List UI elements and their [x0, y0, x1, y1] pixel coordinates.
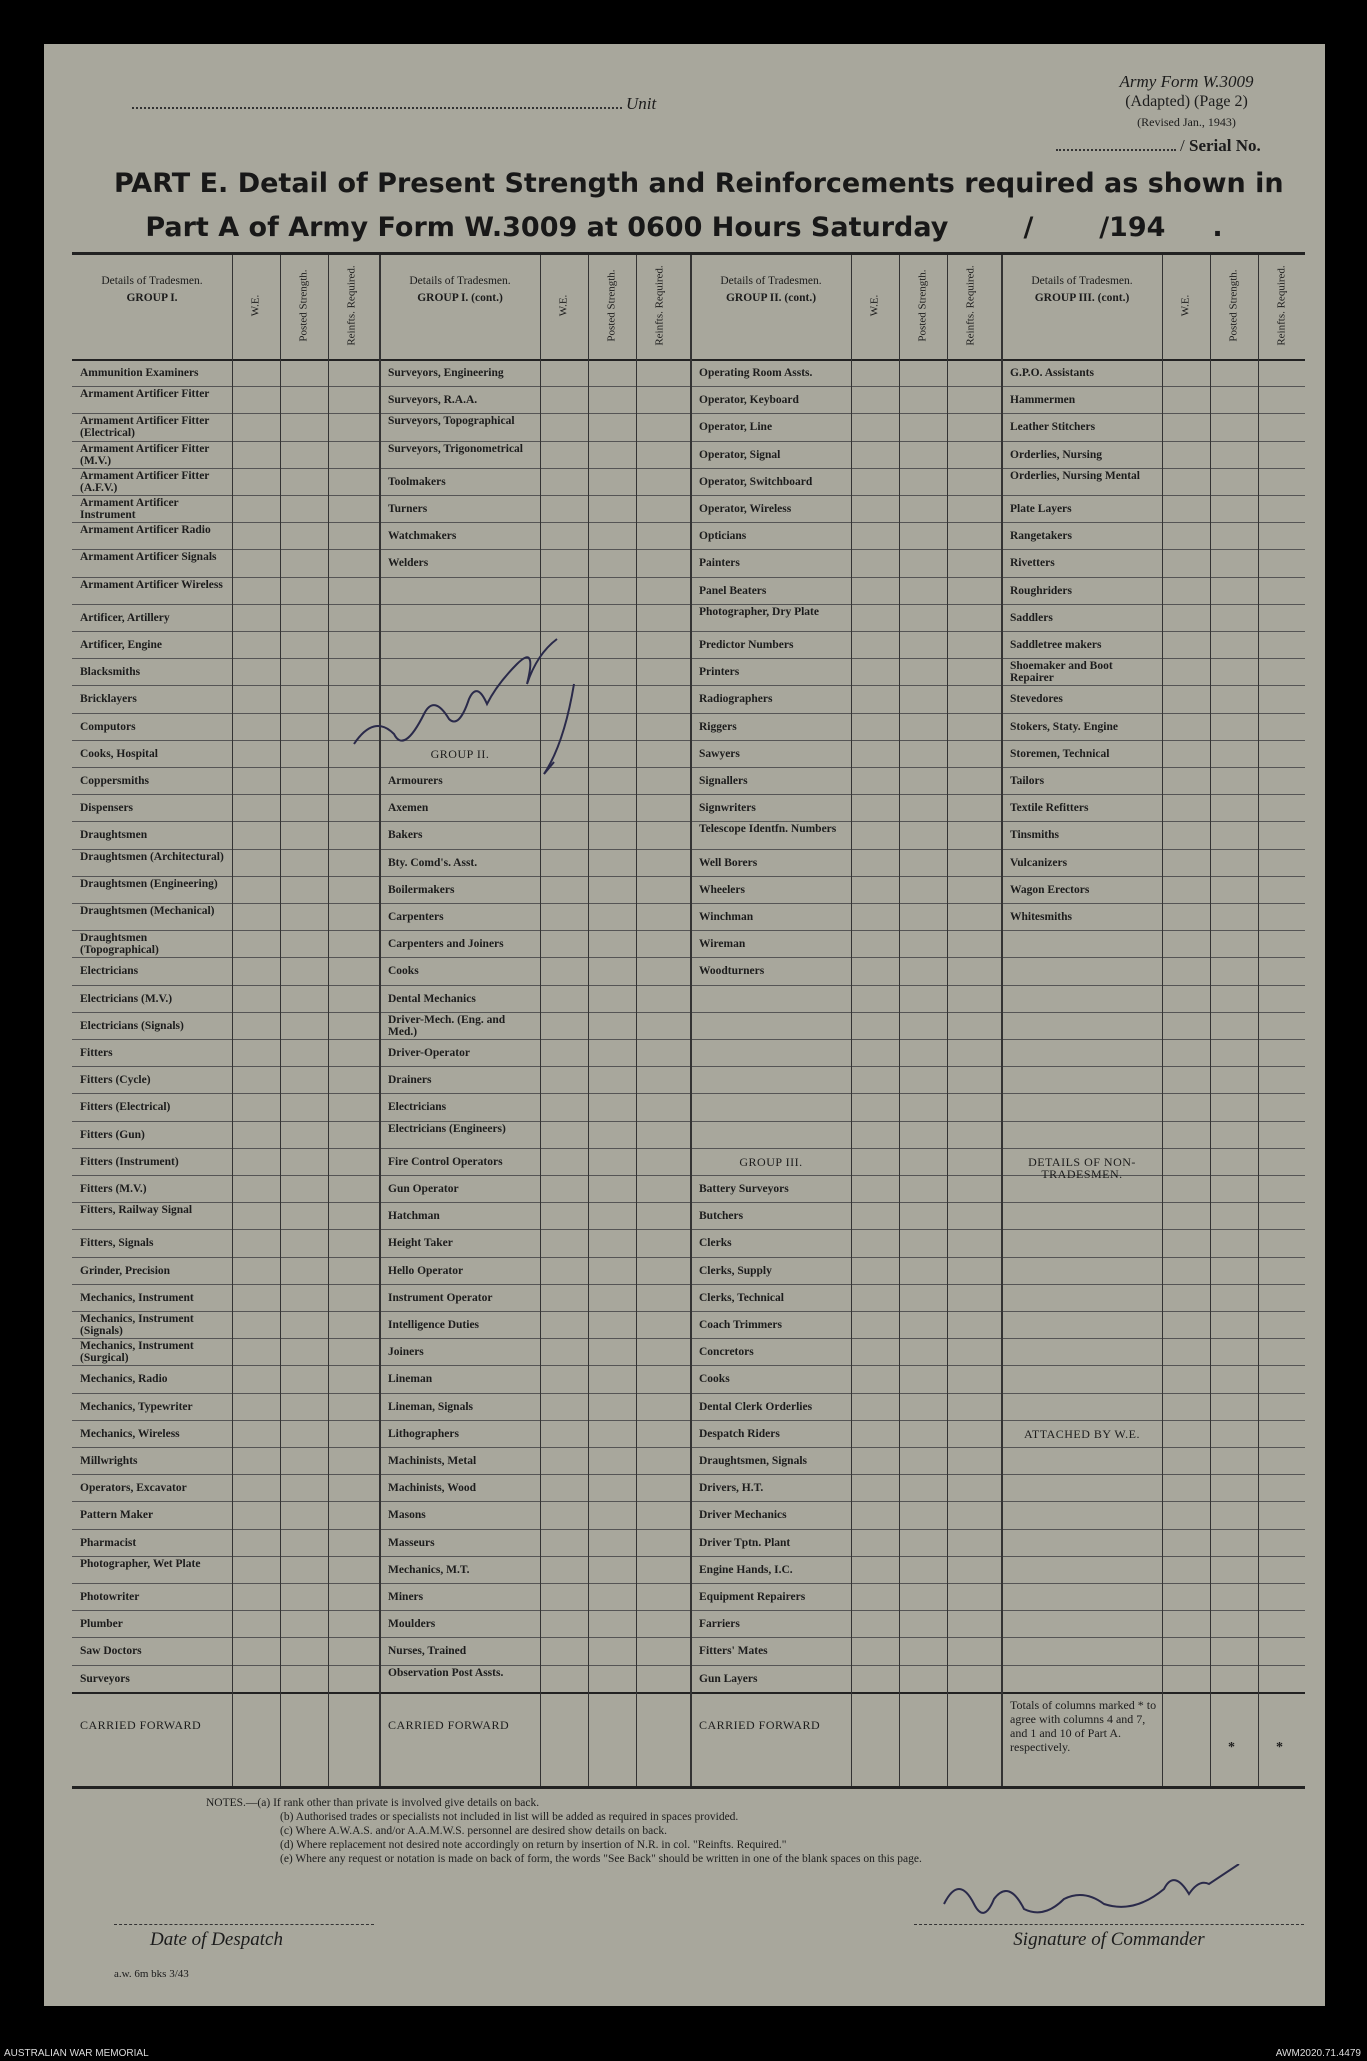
trade-label: Electricians (M.V.) — [80, 992, 173, 1005]
form-sheet — [44, 44, 1325, 2006]
row-rule — [72, 1393, 1305, 1394]
subcolumn-divider — [328, 255, 329, 1786]
header-we — [853, 273, 897, 337]
trade-label: Miners — [388, 1591, 424, 1603]
subcolumn-divider — [1258, 255, 1259, 1786]
trade-label: Millwrights — [80, 1455, 138, 1467]
trade-label: Joiners — [388, 1346, 424, 1359]
header-details-label: Details of Tradesmen. — [1031, 275, 1133, 287]
totals-star: * — [1228, 1739, 1235, 1755]
note-a: NOTES.—(a) If rank other than private is involved give details on back. — [206, 1797, 540, 1809]
trade-label: Coach Trimmers — [699, 1319, 782, 1331]
header-reinfts — [330, 264, 374, 346]
trade-label: Pharmacist — [80, 1536, 137, 1549]
trade-label: Fitters — [80, 1047, 113, 1059]
row-rule — [72, 821, 1305, 822]
column-header — [691, 275, 851, 305]
row-rule — [72, 1066, 1305, 1067]
trade-label: Printers — [699, 666, 740, 679]
header-we — [234, 273, 278, 337]
header-reinfts-text: Reinfts. Required. — [964, 264, 977, 346]
trade-label: Photowriter — [80, 1591, 140, 1603]
carried-forward-label: CARRIED FORWARD — [80, 1717, 202, 1732]
trade-label: Armament Artificer Radio — [80, 524, 211, 537]
subcolumn-divider — [899, 255, 900, 1786]
trade-label: Wheelers — [699, 883, 745, 896]
row-rule — [72, 1529, 1305, 1530]
trade-label: Rangetakers — [1010, 530, 1072, 543]
trade-label: Height Taker — [388, 1237, 453, 1250]
trade-label: Battery Surveyors — [699, 1183, 789, 1195]
header-posted-text: Posted Strength. — [1227, 268, 1240, 342]
trade-label: Signallers — [699, 775, 748, 787]
header-we-text: W.E. — [868, 294, 881, 316]
trade-label: Mechanics, Instrument (Surgical) — [80, 1340, 194, 1365]
trade-label: Welders — [388, 557, 429, 570]
column-divider — [379, 255, 381, 1786]
trade-label: Mechanics, M.T. — [388, 1563, 470, 1576]
trade-label: Plate Layers — [1010, 503, 1072, 515]
column-divider — [690, 255, 692, 1786]
trade-label: Orderlies, Nursing — [1010, 448, 1102, 461]
trade-label: Driver-Mech. (Eng. and Med.) — [388, 1013, 506, 1038]
trade-label: Carpenters and Joiners — [388, 938, 504, 951]
row-rule — [72, 1121, 1305, 1122]
trade-label: Stokers, Staty. Engine — [1010, 720, 1118, 733]
subcolumn-divider — [947, 255, 948, 1786]
trade-label: Orderlies, Nursing Mental — [1010, 469, 1140, 482]
header-reinfts-text: Reinfts. Required. — [653, 264, 666, 346]
row-rule — [72, 985, 1305, 986]
trade-label: Toolmakers — [388, 475, 446, 488]
trade-label: G.P.O. Assistants — [1010, 367, 1094, 379]
trade-label: Dispensers — [80, 802, 134, 815]
page-title — [114, 162, 1284, 250]
trade-label: Drainers — [388, 1074, 432, 1087]
trade-label: Operator, Signal — [699, 448, 781, 461]
column-divider — [1001, 255, 1003, 1786]
trade-label: Operator, Switchboard — [699, 475, 813, 488]
header-reinfts-text: Reinfts. Required. — [1275, 264, 1288, 346]
trade-label: Predictor Numbers — [699, 639, 794, 651]
signature-of-commander: Signature of Commander — [914, 1924, 1304, 1951]
trade-label: Armament Artificer Signals — [80, 551, 217, 564]
trade-label: Saddlers — [1010, 611, 1053, 624]
trade-label: Shoemaker and Boot Repairer — [1010, 660, 1113, 685]
trade-label: Blacksmiths — [80, 666, 141, 679]
row-rule — [72, 767, 1305, 768]
trade-label: Cooks — [388, 965, 419, 978]
trade-label: Photographer, Dry Plate — [699, 605, 819, 618]
trade-label: Photographer, Wet Plate — [80, 1557, 201, 1570]
trade-label: Surveyors — [80, 1672, 130, 1685]
trade-label: Draughtsmen (Mechanical) — [80, 905, 215, 917]
column-header — [1002, 275, 1162, 305]
row-rule — [72, 1284, 1305, 1285]
header-posted-text: Posted Strength. — [916, 268, 929, 342]
row-rule — [72, 1202, 1305, 1203]
trade-label: Fitters, Signals — [80, 1237, 154, 1250]
trade-label: Fitters (M.V.) — [80, 1183, 147, 1195]
serial-field — [1056, 136, 1261, 156]
title-line-1: PART E. Detail of Present Strength and Reinforcements required as shown in — [114, 168, 1284, 199]
trade-label: Pattern Maker — [80, 1509, 154, 1522]
subcolumn-divider — [1162, 255, 1163, 1786]
trade-label: Woodturners — [699, 965, 765, 978]
totals-star: * — [1276, 1739, 1283, 1755]
row-rule — [72, 522, 1305, 523]
trade-label: Vulcanizers — [1010, 856, 1068, 869]
trade-label: Equipment Repairers — [699, 1591, 806, 1603]
trade-label: Intelligence Duties — [388, 1319, 480, 1331]
trade-label: Well Borers — [699, 856, 758, 869]
trade-label: Saddletree makers — [1010, 639, 1102, 651]
trade-label: Lineman — [388, 1373, 433, 1386]
subcolumn-divider — [588, 255, 589, 1786]
header-posted — [1212, 268, 1256, 342]
header-we-text: W.E. — [557, 294, 570, 316]
header-group-label: GROUP III. (cont.) — [1034, 292, 1130, 304]
trade-label: Roughriders — [1010, 584, 1072, 597]
trade-label: Hammermen — [1010, 394, 1076, 407]
subcolumn-divider — [280, 255, 281, 1786]
trade-label: Whitesmiths — [1010, 911, 1072, 923]
trade-label: Draughtsmen, Signals — [699, 1455, 807, 1467]
trade-label: Artificer, Artillery — [80, 611, 170, 624]
trade-label: Riggers — [699, 720, 737, 733]
trade-label: Masseurs — [388, 1536, 435, 1549]
trade-label: Electricians (Signals) — [80, 1019, 184, 1032]
note-b: (b) Authorised trades or specialists not included in list will be added as required in spaces provided. — [280, 1811, 739, 1823]
section-heading: GROUP III. — [739, 1154, 803, 1169]
row-rule — [72, 1039, 1305, 1040]
trade-label: Armament Artificer Fitter (Electrical) — [80, 415, 210, 440]
trade-label: Wagon Erectors — [1010, 883, 1090, 896]
row-rule — [72, 740, 1305, 741]
row-rule — [72, 794, 1305, 795]
trade-label: Fitters, Railway Signal — [80, 1204, 193, 1217]
row-rule — [72, 631, 1305, 632]
row-rule — [72, 713, 1305, 714]
section-heading: DETAILS OF NON-TRADESMEN. — [1028, 1154, 1136, 1181]
trade-label: Carpenters — [388, 911, 444, 923]
header-posted — [282, 268, 326, 342]
row-rule — [72, 549, 1305, 550]
subcolumn-divider — [1210, 255, 1211, 1786]
trade-label: Draughtsmen — [80, 829, 148, 842]
header-we-text: W.E. — [1179, 294, 1192, 316]
carried-forward-label: CARRIED FORWARD — [699, 1717, 821, 1732]
row-rule — [72, 849, 1305, 850]
row-rule — [72, 658, 1305, 659]
trade-label: Fitters' Mates — [699, 1645, 768, 1658]
trade-label: Cooks, Hospital — [80, 747, 158, 760]
trade-label: Watchmakers — [388, 530, 457, 543]
row-rule — [72, 1148, 1305, 1149]
carried-forward-label: CARRIED FORWARD — [388, 1717, 510, 1732]
row-rule — [72, 903, 1305, 904]
trade-label: Clerks, Supply — [699, 1264, 772, 1277]
trade-label: Panel Beaters — [699, 584, 767, 597]
footer-institution: AUSTRALIAN WAR MEMORIAL — [4, 2048, 149, 2059]
row-rule — [72, 1692, 1305, 1694]
trade-label: Operators, Excavator — [80, 1482, 187, 1495]
trade-label: Despatch Riders — [699, 1427, 780, 1440]
trade-label: Surveyors, Trigonometrical — [388, 442, 523, 455]
trade-label: Mechanics, Instrument — [80, 1291, 194, 1304]
header-posted — [590, 268, 634, 342]
trade-label: Driver-Operator — [388, 1047, 470, 1059]
note-d: (d) Where replacement not desired note accordingly on return by insertion of N.R. in col. "Reinfts. Required." — [280, 1839, 787, 1851]
trade-label: Hatchman — [388, 1210, 440, 1223]
totals-note: Totals of columns marked * to agree with columns 4 and 7, and 1 and 10 of Part A. respectively. — [1010, 1697, 1157, 1754]
trade-label: Dental Clerk Orderlies — [699, 1400, 813, 1413]
trade-label: Gun Layers — [699, 1672, 758, 1685]
header-posted-text: Posted Strength. — [605, 268, 618, 342]
trade-label: Driver Mechanics — [699, 1509, 787, 1522]
header-details-label: Details of Tradesmen. — [101, 275, 203, 287]
trade-label: Hello Operator — [388, 1264, 464, 1277]
header-we — [542, 273, 586, 337]
row-rule — [72, 1610, 1305, 1611]
trade-label: Artificer, Engine — [80, 639, 162, 651]
trade-label: Telescope Identfn. Numbers — [699, 823, 837, 836]
trade-label: Fire Control Operators — [388, 1155, 503, 1168]
print-code: a.w. 6m bks 3/43 — [114, 1968, 189, 1980]
trade-label: Draughtsmen (Architectural) — [80, 850, 224, 863]
form-revised: (Revised Jan., 1943) — [1137, 115, 1236, 129]
header-details-label: Details of Tradesmen. — [409, 275, 511, 287]
trade-label: Armament Artificer Fitter (M.V.) — [80, 442, 210, 467]
header-rule — [72, 359, 1305, 361]
footer-accession: AWM2020.71.4479 — [1275, 2048, 1361, 2059]
row-rule — [72, 386, 1305, 387]
trade-label: Tailors — [1010, 775, 1045, 787]
subcolumn-divider — [636, 255, 637, 1786]
header-reinfts — [1260, 264, 1304, 346]
trade-label: Turners — [388, 503, 428, 515]
notes — [206, 1796, 922, 1866]
trade-label: Plumber — [80, 1618, 123, 1631]
trade-label: Observation Post Assts. — [388, 1666, 504, 1679]
trade-label: Wireman — [699, 938, 746, 951]
trade-label: Opticians — [699, 530, 747, 543]
row-rule — [72, 604, 1305, 605]
serial-prefix: / — [1180, 136, 1185, 155]
row-rule — [72, 1338, 1305, 1339]
header-group-label: GROUP II. (cont.) — [725, 292, 817, 304]
trade-label: Axemen — [388, 802, 429, 815]
trade-label: Gun Operator — [388, 1183, 459, 1195]
trade-label: Stevedores — [1010, 693, 1063, 706]
section-heading: GROUP II. — [430, 746, 490, 761]
trade-label: Operator, Line — [699, 421, 773, 434]
trade-label: Fitters (Instrument) — [80, 1155, 179, 1168]
trade-label: Leather Stitchers — [1010, 421, 1096, 434]
trade-label: Fitters (Electrical) — [80, 1101, 171, 1114]
header-we — [1164, 273, 1208, 337]
trade-label: Machinists, Metal — [388, 1455, 477, 1467]
trade-label: Grinder, Precision — [80, 1264, 171, 1277]
trade-label: Moulders — [388, 1618, 436, 1631]
trade-label: Operator, Keyboard — [699, 394, 799, 407]
row-rule — [72, 1311, 1305, 1312]
trade-label: Signwriters — [699, 802, 756, 815]
trade-label: Drivers, H.T. — [699, 1482, 764, 1495]
trade-label: Armament Artificer Wireless — [80, 578, 223, 591]
form-adapted: (Adapted) (Page 2) — [1125, 93, 1248, 110]
row-rule — [72, 876, 1305, 877]
trade-label: Rivetters — [1010, 557, 1055, 570]
row-rule — [72, 1583, 1305, 1584]
row-rule — [72, 1012, 1305, 1013]
trade-label: Clerks — [699, 1237, 732, 1250]
trade-label: Tinsmiths — [1010, 829, 1060, 842]
trade-label: Draughtsmen (Engineering) — [80, 877, 218, 890]
note-c: (c) Where A.W.A.S. and/or A.A.M.W.S. personnel are desired show details on back. — [280, 1825, 667, 1837]
trade-label: Mechanics, Radio — [80, 1373, 168, 1386]
trade-label: Armament Artificer Fitter (A.F.V.) — [80, 469, 210, 494]
trade-label: Winchman — [699, 911, 754, 923]
trade-label: Textile Refitters — [1010, 802, 1089, 815]
trade-label: Coppersmiths — [80, 775, 150, 787]
trade-label: Surveyors, R.A.A. — [388, 394, 478, 407]
trade-label: Bricklayers — [80, 693, 137, 706]
form-number: Army Form W.3009 — [1119, 72, 1254, 91]
header-reinfts — [638, 264, 682, 346]
trade-label: Sawyers — [699, 747, 740, 760]
trade-label: Cooks — [699, 1373, 730, 1386]
row-rule — [72, 1665, 1305, 1666]
form-identifier — [1064, 72, 1309, 132]
trade-label: Saw Doctors — [80, 1645, 142, 1658]
row-rule — [72, 1447, 1305, 1448]
trade-label: Ammunition Examiners — [80, 367, 199, 379]
trade-label: Surveyors, Engineering — [388, 367, 504, 379]
note-e: (e) Where any request or notation is made on back of form, the words "See Back" should be written in one of the blank spaces on this page. — [280, 1853, 922, 1865]
column-header — [380, 275, 540, 305]
trade-label: Bakers — [388, 829, 423, 842]
trade-label: Electricians — [80, 965, 139, 978]
trade-label: Surveyors, Topographical — [388, 415, 515, 428]
trade-label: Radiographers — [699, 693, 773, 706]
row-rule — [72, 468, 1305, 469]
trade-label: Armament Artificer Instrument — [80, 497, 179, 521]
serial-label: Serial No. — [1188, 136, 1261, 155]
unit-field — [132, 94, 656, 114]
trade-label: Operator, Wireless — [699, 503, 792, 515]
header-reinfts — [949, 264, 993, 346]
trade-label: Bty. Comd's. Asst. — [388, 856, 478, 869]
trade-label: Draughtsmen (Topographical) — [80, 932, 159, 957]
trade-label: Painters — [699, 557, 740, 570]
tradesmen-table — [72, 252, 1305, 1789]
row-rule — [72, 495, 1305, 496]
trade-label: Electricians (Engineers) — [388, 1122, 506, 1135]
subcolumn-divider — [540, 255, 541, 1786]
row-rule — [72, 1365, 1305, 1366]
row-rule — [72, 957, 1305, 958]
header-details-label: Details of Tradesmen. — [720, 275, 822, 287]
row-rule — [72, 441, 1305, 442]
trade-label: Machinists, Wood — [388, 1482, 476, 1495]
row-rule — [72, 1501, 1305, 1502]
trade-label: Lineman, Signals — [388, 1400, 473, 1413]
date-of-despatch: Date of Despatch — [114, 1924, 374, 1951]
column-header — [72, 275, 232, 305]
trade-label: Electricians — [388, 1101, 447, 1114]
header-we-text: W.E. — [249, 294, 262, 316]
header-posted — [901, 268, 945, 342]
row-rule — [72, 1257, 1305, 1258]
trade-label: Mechanics, Instrument (Signals) — [80, 1313, 194, 1337]
trade-label: Armament Artificer Fitter — [80, 388, 210, 401]
trade-label: Nurses, Trained — [388, 1645, 467, 1658]
row-rule — [72, 577, 1305, 578]
trade-label: Instrument Operator — [388, 1291, 493, 1304]
trade-label: Computors — [80, 720, 136, 733]
trade-label: Fitters (Gun) — [80, 1128, 145, 1141]
title-line-2: Part A of Army Form W.3009 at 0600 Hours Saturday / /194 . — [145, 212, 1223, 243]
row-rule — [72, 1474, 1305, 1475]
row-rule — [72, 1637, 1305, 1638]
trade-label: Clerks, Technical — [699, 1291, 784, 1304]
subcolumn-divider — [851, 255, 852, 1786]
row-rule — [72, 685, 1305, 686]
trade-label: Masons — [388, 1509, 426, 1522]
row-rule — [72, 1229, 1305, 1230]
section-heading: ATTACHED BY W.E. — [1024, 1426, 1140, 1441]
subcolumn-divider — [232, 255, 233, 1786]
header-posted-text: Posted Strength. — [297, 268, 310, 342]
trade-label: Mechanics, Typewriter — [80, 1400, 193, 1413]
trade-label: Boilermakers — [388, 883, 455, 896]
unit-label: Unit — [626, 94, 657, 113]
trade-label: Farriers — [699, 1618, 740, 1631]
trade-label: Storemen, Technical — [1010, 747, 1110, 760]
row-rule — [72, 1556, 1305, 1557]
header-group-label: GROUP I. (cont.) — [417, 292, 503, 304]
row-rule — [72, 413, 1305, 414]
trade-label: Fitters (Cycle) — [80, 1074, 151, 1087]
trade-label: Armourers — [388, 775, 443, 787]
trade-label: Mechanics, Wireless — [80, 1427, 180, 1440]
trade-label: Dental Mechanics — [388, 992, 476, 1005]
row-rule — [72, 1093, 1305, 1094]
trade-label: Lithographers — [388, 1427, 459, 1440]
header-group-label: GROUP I. — [126, 292, 178, 304]
trade-label: Driver Tptn. Plant — [699, 1536, 791, 1549]
trade-label: Engine Hands, I.C. — [699, 1563, 793, 1576]
header-reinfts-text: Reinfts. Required. — [345, 264, 358, 346]
trade-label: Concretors — [699, 1346, 754, 1359]
row-rule — [72, 930, 1305, 931]
row-rule — [72, 1420, 1305, 1421]
trade-label: Butchers — [699, 1210, 744, 1223]
trade-label: Operating Room Assts. — [699, 367, 813, 379]
